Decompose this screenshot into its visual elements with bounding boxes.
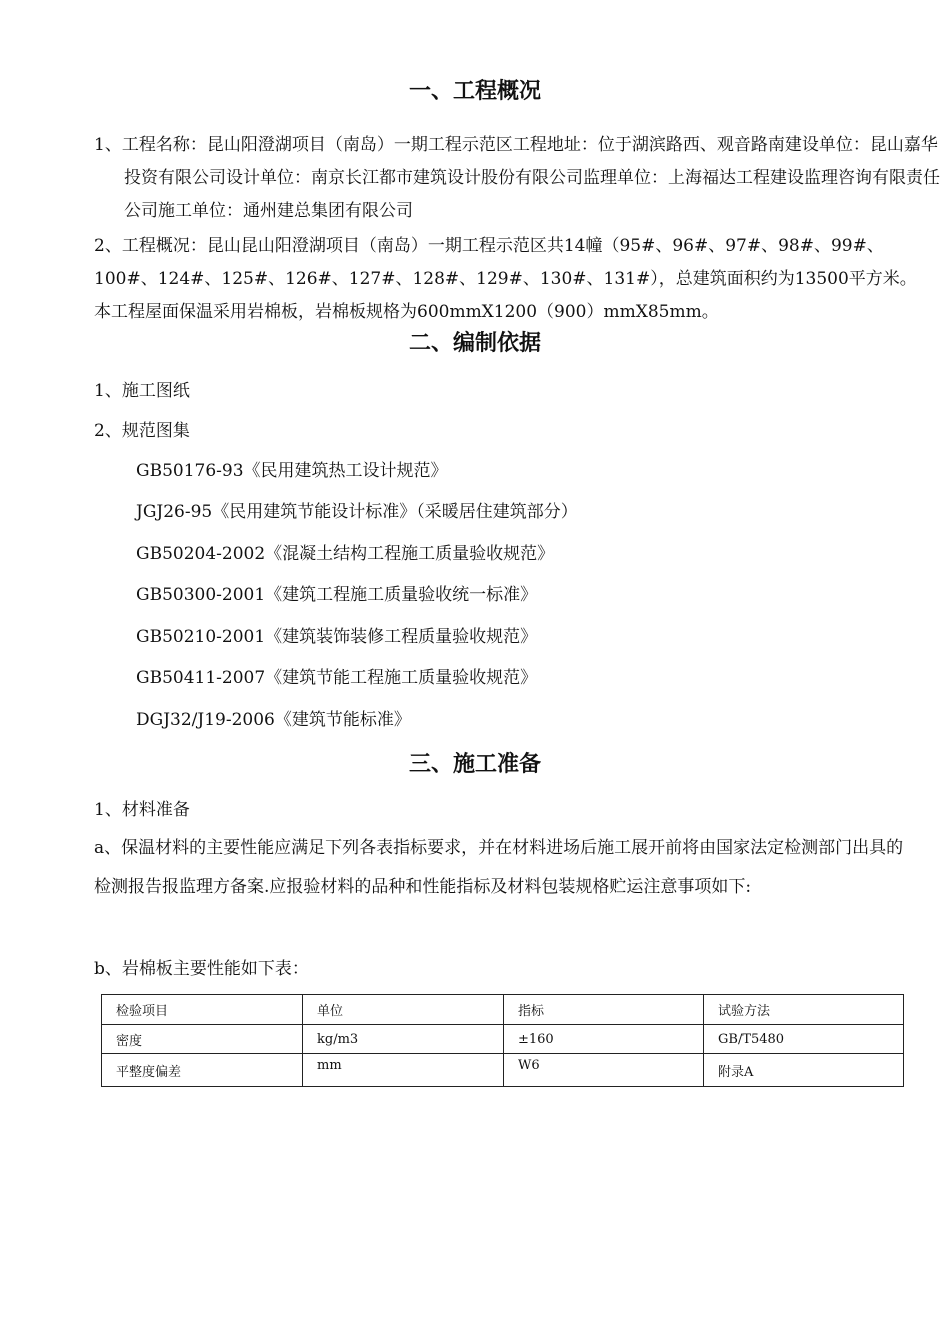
table-header-cell: 单位 <box>303 995 504 1025</box>
prep-paragraph-a: a、保温材料的主要性能应满足下列各表指标要求，并在材料进场后施工展开前将由国家法定检测部门出具的检测报告报监理方备案.应报验材料的品种和性能指标及材料包装规格贮运注意事项如下: <box>94 838 904 897</box>
table-header-row <box>102 995 904 1025</box>
section-title-prep: 三、施工准备 <box>408 752 541 777</box>
standard-ref: GB50176-93《民用建筑热工设计规范》 <box>136 461 448 481</box>
table-row <box>102 1025 904 1054</box>
standard-ref: DGJ32/J19-2006《建筑节能标准》 <box>136 710 411 730</box>
standard-ref: GB50210-2001《建筑装饰装修工程质量验收规范》 <box>136 627 538 647</box>
section-title-basis: 二、编制依据 <box>408 331 541 356</box>
table-cell: GB/T5480 <box>704 1025 904 1054</box>
standard-ref: GB50204-2002《混凝土结构工程施工质量验收规范》 <box>136 544 555 564</box>
table-cell: ±160 <box>504 1025 704 1054</box>
table-header-cell: 试验方法 <box>704 995 904 1025</box>
overview-item-1: 1、工程名称：昆山阳澄湖项目（南岛）一期工程示范区工程地址：位于湖滨路西、观音路南建设单位：昆山嘉华投资有限公司设计单位：南京长江都市建筑设计股份有限公司监理单位：上海福达工程建设监理咨询有限责任公司施工单位：通州建总集团有限公司 <box>94 135 940 221</box>
prep-item-materials: 1、材料准备 <box>94 800 190 820</box>
rock-wool-spec-table <box>101 994 904 1087</box>
table-cell: 平整度偏差 <box>102 1054 303 1087</box>
table-cell: W6 <box>504 1054 704 1087</box>
table-cell: 附录A <box>704 1054 904 1087</box>
overview-item-2: 2、工程概况：昆山昆山阳澄湖项目（南岛）一期工程示范区共14幢（95#、96#、97#、98#、99#、100#、124#、125#、126#、127#、128#、129#、130#、131#），总建筑面积约为13500平方米。本工程屋面保温采用岩棉板，岩棉板规格为600mmX1200（900）mmX85mm。 <box>94 236 917 322</box>
table-header-cell: 检验项目 <box>102 995 303 1025</box>
table-header-cell: 指标 <box>504 995 704 1025</box>
table-cell: mm <box>303 1054 504 1087</box>
standard-ref: GB50411-2007《建筑节能工程施工质量验收规范》 <box>136 668 538 688</box>
prep-paragraph-b: b、岩棉板主要性能如下表： <box>94 959 309 979</box>
standard-ref: GB50300-2001《建筑工程施工质量验收统一标准》 <box>136 585 538 605</box>
table-cell: 密度 <box>102 1025 303 1054</box>
table-row <box>102 1054 904 1087</box>
basis-item-standards: 2、规范图集 <box>94 421 190 441</box>
table-cell: kg/m3 <box>303 1025 504 1054</box>
basis-item-drawings: 1、施工图纸 <box>94 381 190 401</box>
standard-ref: JGJ26-95《民用建筑节能设计标准》（采暖居住建筑部分） <box>136 502 578 522</box>
section-title-overview: 一、工程概况 <box>408 79 541 104</box>
